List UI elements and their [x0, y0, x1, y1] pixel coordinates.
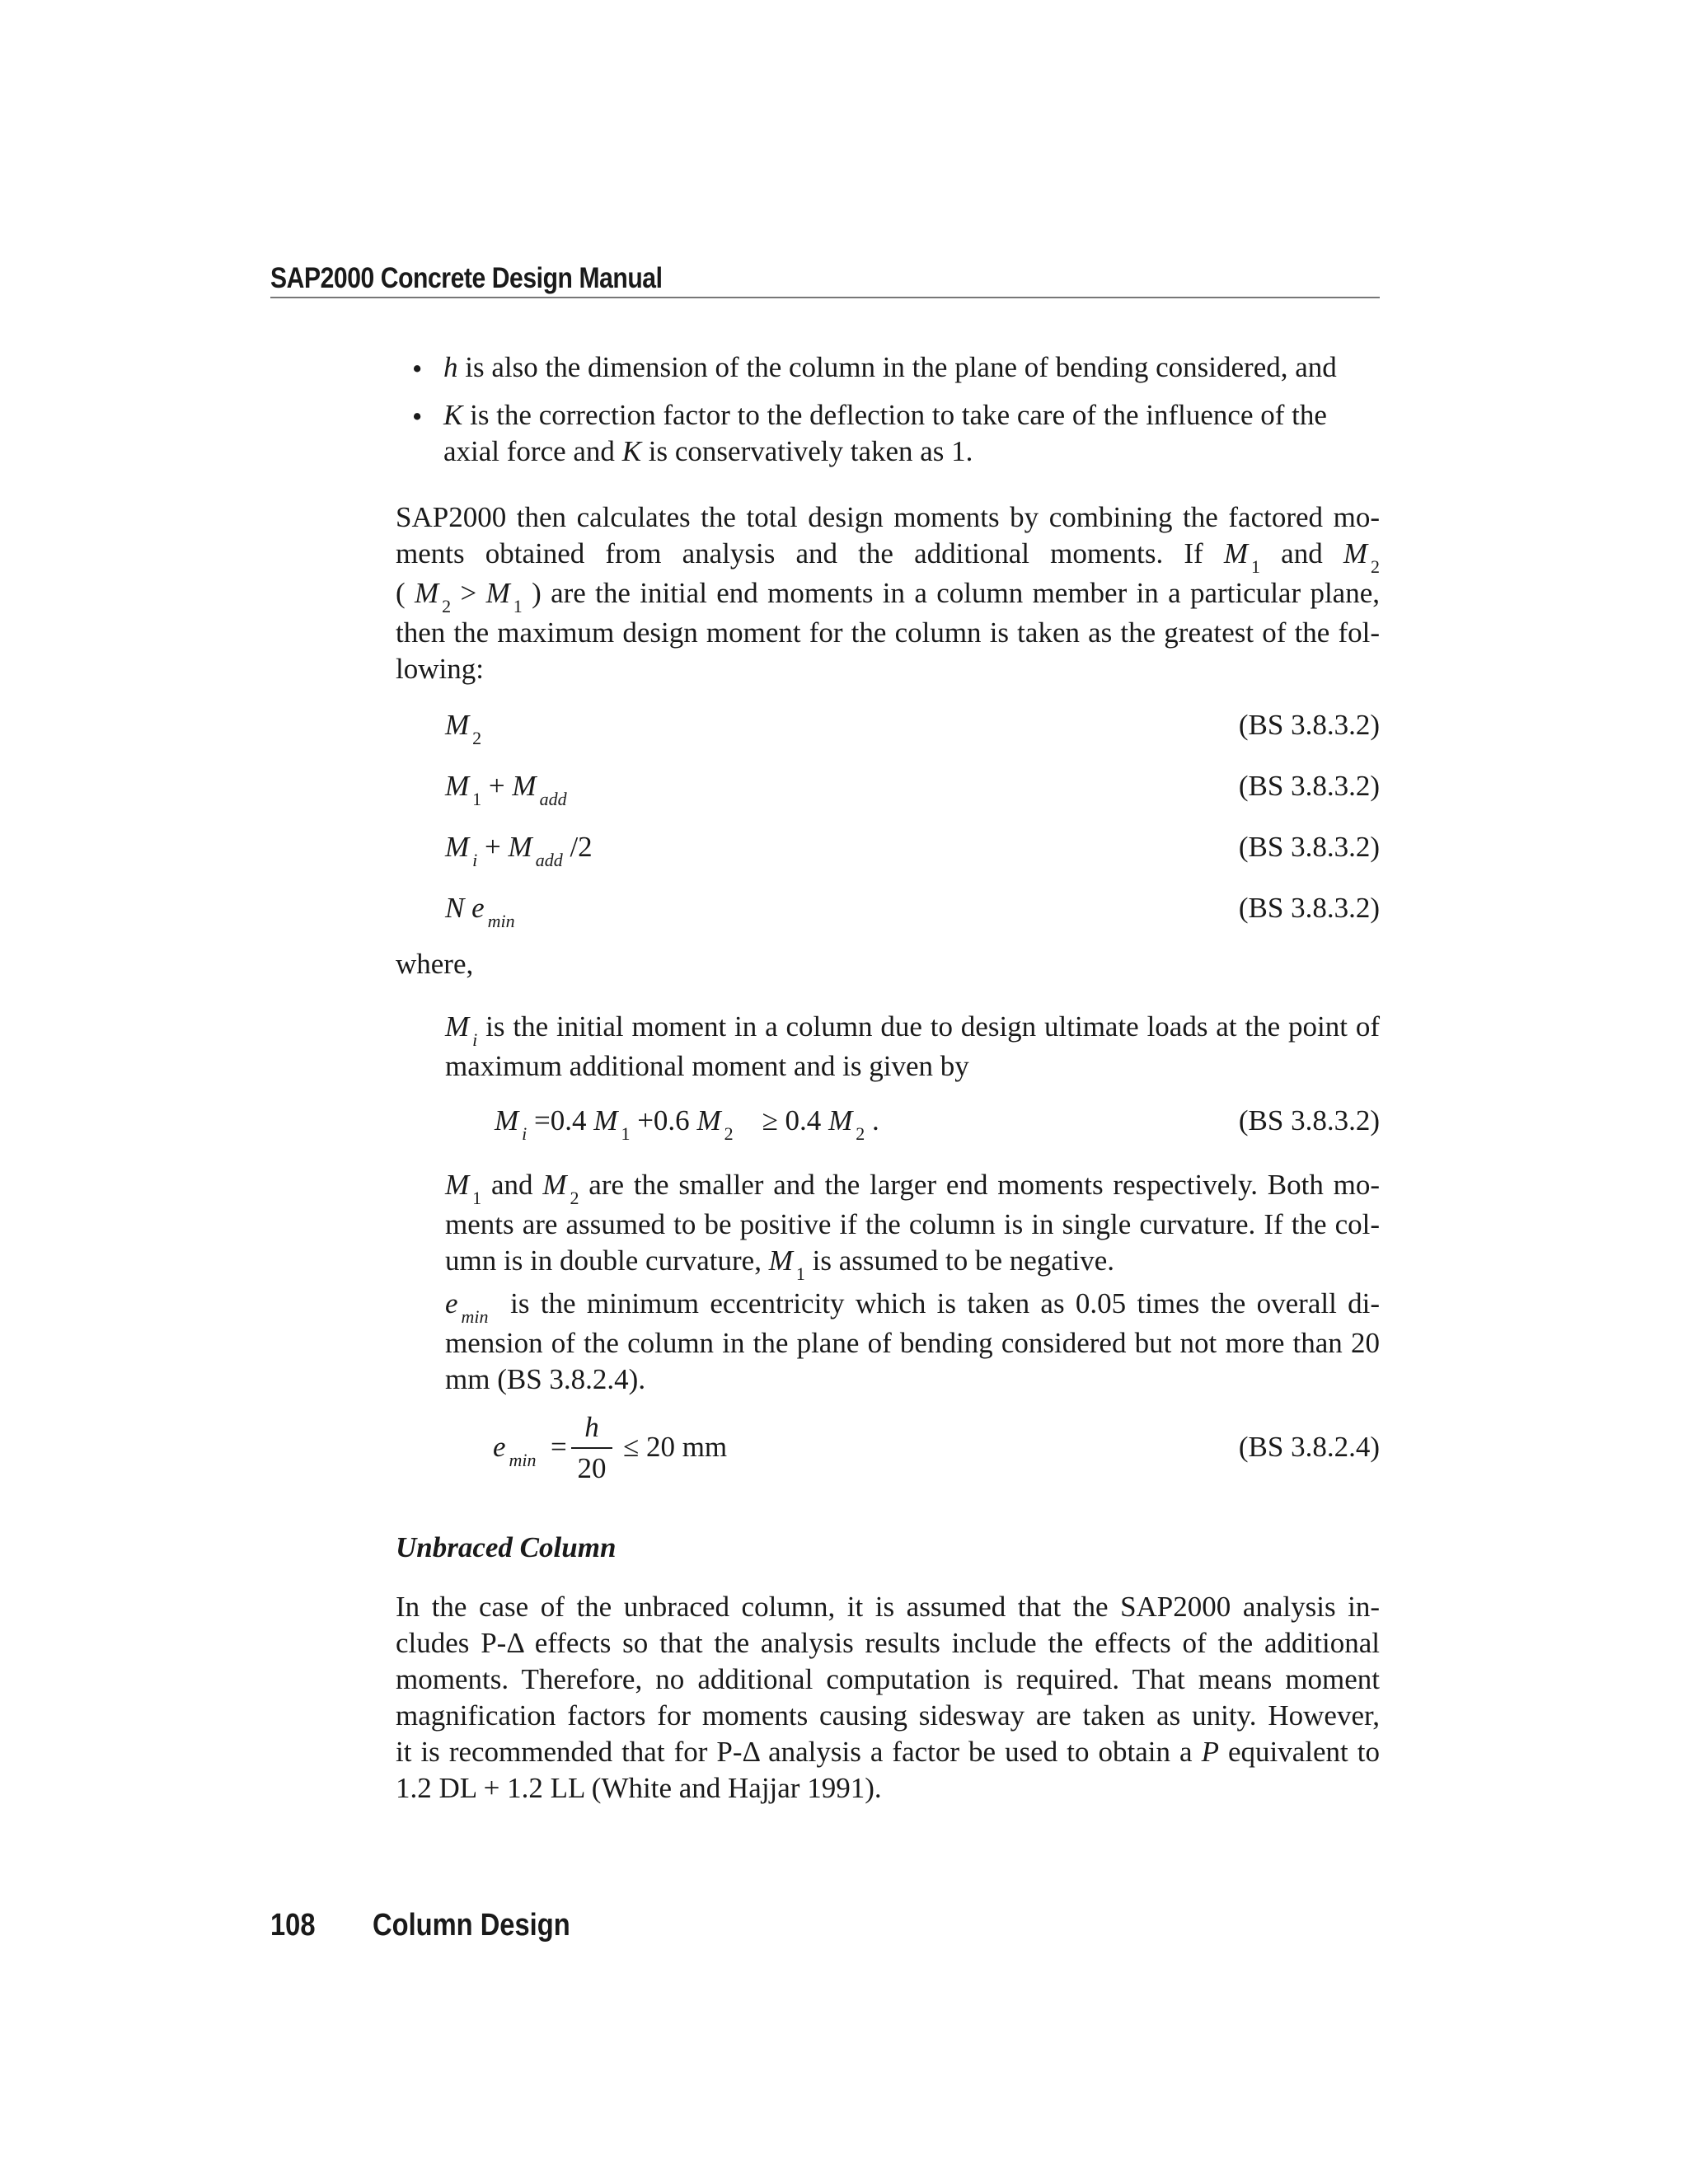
var-k: K	[621, 435, 642, 467]
fraction-h-over-20	[571, 1411, 612, 1485]
bullet-marker: •	[412, 401, 423, 433]
equation-m1-plus-madd: M $_1$ + M $_{add}$	[445, 770, 567, 809]
text-line: umn is in double curvature, M $_1$ is assumed to be negative.	[445, 1244, 1115, 1284]
equation-reference: (BS 3.8.3.2)	[1238, 1104, 1380, 1137]
bullet-text: axial force and	[443, 435, 622, 467]
bullet-item-h	[443, 349, 1380, 386]
equation-mi: M $_i$ =0.4 M $_1$ +0.6 M $_2$ ≥ 0.4 M $_2$ .	[495, 1104, 879, 1144]
text-line: cludes P-Δ effects so that the analysis results include the effects of the additional	[396, 1627, 1380, 1659]
text-line	[396, 1734, 1380, 1770]
eq-text: +0.6	[637, 1104, 690, 1137]
header-rule	[270, 297, 1380, 298]
text-line: mm (BS 3.8.2.4).	[445, 1363, 646, 1395]
text-line: maximum additional moment and is given by	[445, 1050, 969, 1082]
text-line: M $_i$ is the initial moment in a column due to design ultimate loads at the point of	[445, 1010, 1380, 1050]
bullet-marker: •	[412, 353, 423, 385]
bullet-text: is conservatively taken as 1.	[641, 435, 973, 467]
section-heading: Unbraced Column	[396, 1531, 617, 1563]
text-span: are the smaller and the larger end moments respectively. Both mo-	[588, 1169, 1381, 1201]
text-line: M $_1$ and M $_2$ are the smaller and the larger end moments respectively. Both mo-	[445, 1169, 1381, 1208]
text-span: is the minimum eccentricity which is taken as 0.05 times the overall di-	[510, 1287, 1381, 1319]
eq-text: =0.4	[534, 1104, 587, 1137]
equation-mi-plus-madd-half: M $_i$ + M $_{add}$ /2	[445, 831, 593, 870]
paragraph-unbraced	[396, 1589, 1380, 1807]
equation-reference: (BS 3.8.3.2)	[1238, 831, 1380, 863]
var-p: P	[1201, 1736, 1219, 1768]
equation-reference: (BS 3.8.3.2)	[1238, 709, 1380, 741]
bullet-text: is the correction factor to the deflection to take care of the influence of the	[462, 399, 1327, 431]
text-span: are the initial end moments in a column member in a particular plane,	[551, 577, 1381, 609]
text-span: umn is in double curvature,	[445, 1244, 769, 1277]
text-line: ments obtained from analysis and the additional moments. If M $_1$ and M $_2$	[396, 537, 1381, 577]
equation-m2: M $_2$	[445, 709, 482, 748]
definition-emin	[445, 1286, 1380, 1398]
paragraph-design-moments	[396, 499, 1380, 687]
text-line: ments are assumed to be positive if the column is in single curvature. If the col-	[445, 1208, 1380, 1240]
footer-section-title: Column Design	[373, 1908, 570, 1943]
running-header-title: SAP2000 Concrete Design Manual	[270, 262, 663, 294]
equation-reference: (BS 3.8.2.4)	[1238, 1431, 1380, 1463]
text-line: In the case of the unbraced column, it is assumed that the SAP2000 analysis in-	[396, 1591, 1380, 1623]
eq-text: ≥ 0.4	[762, 1104, 822, 1137]
text-line: lowing:	[396, 653, 484, 685]
text-span: it is recommended that for P-Δ analysis a factor be used to obtain a	[396, 1736, 1202, 1768]
fraction-denominator: 20	[577, 1452, 607, 1484]
page-number: 108	[270, 1908, 316, 1943]
text-span: is assumed to be negative.	[812, 1244, 1115, 1277]
text-span: ments obtained from analysis and the additional moments. If	[396, 537, 1224, 569]
text-line: SAP2000 then calculates the total design moments by combining the factored mo-	[396, 501, 1380, 533]
equation-reference: (BS 3.8.3.2)	[1238, 892, 1380, 924]
definition-m1-m2	[445, 1167, 1380, 1282]
bullet-text: is also the dimension of the column in the plane of bending considered, and	[457, 351, 1337, 383]
text-span: is the initial moment in a column due to design ultimate loads at the point of	[485, 1010, 1380, 1043]
text-line: moments. Therefore, no additional computation is required. That means moment	[396, 1663, 1380, 1695]
equation-n-emin: N e $_{min}$	[445, 892, 515, 931]
text-span: and	[490, 1169, 533, 1201]
var-k: K	[443, 399, 463, 431]
fraction-bar	[571, 1447, 612, 1449]
text-span: equivalent to	[1218, 1736, 1380, 1768]
where-label: where,	[396, 948, 474, 980]
text-line: magnification factors for moments causing sidesway are taken as unity. However,	[396, 1699, 1380, 1732]
bullet-item-k	[443, 397, 1380, 470]
equation-emin-bound: ≤ 20 mm	[623, 1431, 728, 1463]
text-line: mension of the column in the plane of bending considered but not more than 20	[445, 1327, 1380, 1359]
text-line: ( M $_2$ > M $_1$ ) are the initial end moments in a column member in a particular plane,	[396, 577, 1381, 616]
equation-reference: (BS 3.8.3.2)	[1238, 770, 1380, 802]
text-line: then the maximum design moment for the column is taken as the greatest of the fol-	[396, 616, 1380, 649]
equation-emin-lhs: e $_{min}$ =	[493, 1431, 567, 1470]
text-span: and	[1281, 537, 1323, 569]
var-h: h	[443, 351, 458, 383]
fraction-numerator: h	[584, 1411, 599, 1443]
text-line: 1.2 DL + 1.2 LL (White and Hajjar 1991).	[396, 1772, 882, 1804]
text-line: e $_{min}$ is the minimum eccentricity which is taken as 0.05 times the overall di-	[445, 1287, 1381, 1327]
definition-mi	[445, 1009, 1380, 1085]
